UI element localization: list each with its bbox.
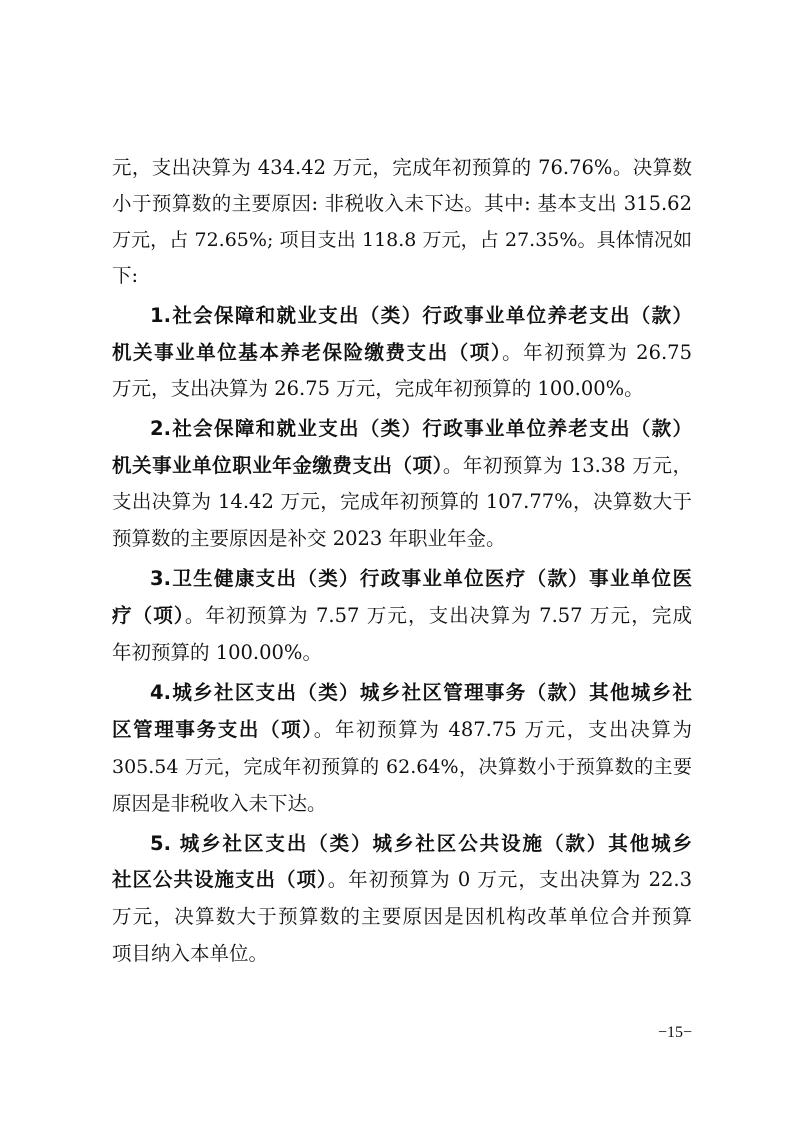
- paragraph-line: 305.54 万元，完成年初预算的 62.64%，决算数小于预算数的主要: [112, 756, 692, 778]
- section-1-heading: 1.社会保障和就业支出（类）行政事业单位养老支出（款）: [150, 304, 692, 327]
- paragraph-line: 原因是非税收入未下达。: [112, 792, 327, 815]
- paragraph-line: 万元，占 72.65%; 项目支出 118.8 万元，占 27.35%。具体情况如: [112, 229, 692, 251]
- section-3-line-2: [112, 602, 692, 630]
- paragraph-line: 年初预算的 100.00%。: [112, 641, 322, 664]
- paragraph-line: 下:: [112, 264, 139, 287]
- section-3-heading: 3.卫生健康支出（类）行政事业单位医疗（款）事业单位医: [150, 567, 692, 590]
- paragraph-line: 项目纳入本单位。: [112, 942, 269, 965]
- section-5-line-2: [112, 866, 692, 894]
- section-2-text: 。年初预算为 13.38 万元，: [442, 454, 692, 477]
- section-3-heading-cont: 疗（项）: [112, 604, 185, 627]
- page-number: −15−: [657, 1024, 692, 1041]
- section-2-line-2: [112, 452, 692, 480]
- paragraph-line: 万元，决算数大于预算数的主要原因是因机构改革单位合并预算: [112, 905, 692, 928]
- paragraph-line: 小于预算数的主要原因: 非税收入未下达。其中: 基本支出 315.62: [112, 192, 692, 215]
- section-1-text: 。年初预算为 26.75: [502, 341, 692, 364]
- paragraph-line: 预算数的主要原因是补交 2023 年职业年金。: [112, 527, 506, 550]
- section-1-heading-cont: 机关事业单位基本养老保险缴费支出（项）: [112, 341, 503, 364]
- section-2-heading-cont: 机关事业单位职业年金缴费支出（项）: [112, 454, 443, 477]
- paragraph-line: 元，支出决算为 434.42 万元，完成年初预算的 76.76%。决算数: [112, 156, 692, 179]
- section-3-text: 。年初预算为 7.57 万元，支出决算为 7.57 万元，完成: [184, 604, 692, 627]
- paragraph-line: 支出决算为 14.42 万元，完成年初预算的 107.77%，决算数大于: [112, 490, 692, 513]
- section-5-text: 。年初预算为 0 万元，支出决算为 22.3: [327, 868, 692, 891]
- section-5-heading: 5. 城乡社区支出（类）城乡社区公共设施（款）其他城乡: [150, 832, 692, 855]
- section-4-heading: 4.城乡社区支出（类）城乡社区管理事务（款）其他城乡社: [150, 681, 692, 704]
- section-4-line-2: [112, 716, 692, 744]
- section-4-heading-cont: 区管理事务支出（项）: [112, 718, 314, 741]
- section-5-heading-cont: 社区公共设施支出（项）: [112, 868, 328, 891]
- section-2-heading: 2.社会保障和就业支出（类）行政事业单位养老支出（款）: [150, 417, 692, 440]
- section-1-line-2: [112, 339, 692, 367]
- paragraph-line: 万元，支出决算为 26.75 万元，完成年初预算的 100.00%。: [112, 377, 644, 400]
- section-4-text: 。年初预算为 487.75 万元，支出决算为: [313, 718, 692, 741]
